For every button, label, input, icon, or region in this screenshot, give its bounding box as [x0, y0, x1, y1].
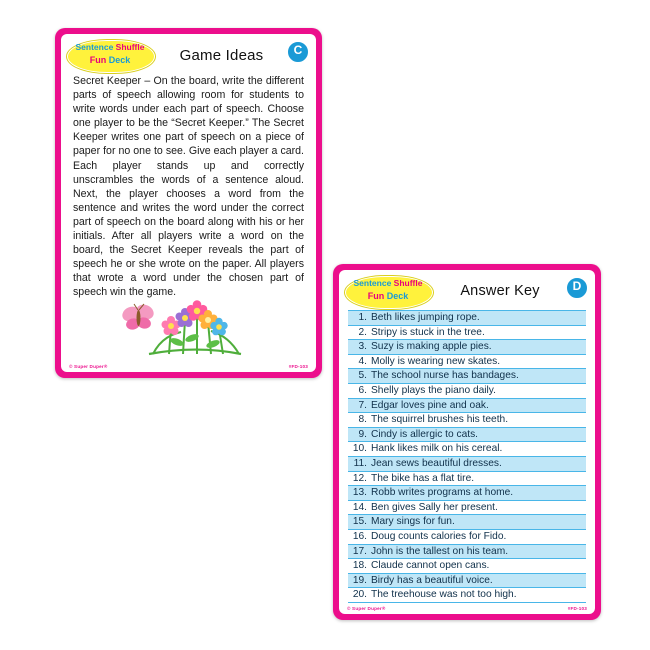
page-title: Answer Key	[460, 283, 540, 299]
answer-key-card	[333, 264, 601, 620]
answer-row	[348, 574, 586, 589]
answer-text: Robb writes programs at home.	[371, 487, 514, 499]
answer-text: Mary sings for fun.	[371, 516, 455, 528]
answer-number: 19.	[352, 574, 367, 586]
answer-number: 12.	[352, 472, 367, 484]
answer-row	[348, 326, 586, 341]
answer-row	[348, 530, 586, 545]
answer-text: Ben gives Sally her present.	[371, 501, 498, 513]
answer-text: The school nurse has bandages.	[371, 370, 519, 382]
logo-word-fun: Fun	[367, 290, 385, 301]
answer-number: 6.	[358, 384, 367, 396]
answer-row	[348, 457, 586, 472]
card-inner	[339, 270, 595, 614]
logo-line-1	[348, 278, 428, 289]
answer-text: The bike has a flat tire.	[371, 472, 475, 484]
answer-number: 8.	[358, 414, 367, 426]
answer-text: Doug counts calories for Fido.	[371, 530, 507, 542]
answer-number: 20.	[352, 589, 367, 601]
game-ideas-card	[55, 28, 322, 378]
answer-number: 15.	[352, 516, 367, 528]
answer-text: Molly is wearing new skates.	[371, 355, 501, 367]
answer-row	[348, 384, 586, 399]
answer-text: Hank likes milk on his cereal.	[371, 443, 503, 455]
sentence-shuffle-fun-deck-logo	[67, 40, 153, 71]
game-ideas-body-text: Secret Keeper – On the board, write the different parts of speech allowing room for students to write words under each part of speech. Choose one player to be the “Secret Keeper.” The Secret Keeper writes one part of speech on a piece of paper for no one to see. Give each player a card. Each player stands up and correctly unscrambles the words of a sentence aloud. Next, the player chooses a word from the sentence and writes the word under the correct part of speech on the board along with his or her initials. After all players write a word on the board, the Secret Keeper reveals the part of speech he or she wrote on the paper. All players that wrote a word under the chosen part of speech win the game.	[73, 75, 304, 299]
logo-word-sentence: Sentence	[75, 41, 114, 52]
answer-text: Claude cannot open cans.	[371, 560, 490, 572]
logo-word-shuffle: Shuffle	[393, 277, 423, 288]
answer-number: 2.	[358, 326, 367, 338]
page-title: Game Ideas	[179, 46, 264, 64]
card-letter-badge: D	[566, 277, 588, 299]
logo-line-1	[70, 42, 150, 53]
answer-number: 18.	[352, 560, 367, 572]
footer-product-code: #FD-103	[567, 606, 587, 611]
answer-row	[348, 472, 586, 487]
logo-word-sentence: Sentence	[353, 277, 392, 288]
answer-number: 16.	[352, 530, 367, 542]
answer-row	[348, 369, 586, 384]
logo-line-2	[348, 290, 428, 302]
card-letter-badge: C	[287, 41, 309, 63]
answer-number: 14.	[352, 501, 367, 513]
answer-number: 13.	[352, 487, 367, 499]
flowers-svg	[61, 298, 316, 356]
answer-text: The treehouse was not too high.	[371, 589, 517, 601]
answer-number: 17.	[352, 545, 367, 557]
answer-text: John is the tallest on his team.	[371, 545, 509, 557]
answer-number: 7.	[358, 399, 367, 411]
answer-number: 10.	[352, 443, 367, 455]
answer-row	[348, 413, 586, 428]
answer-row	[348, 545, 586, 560]
answer-row	[348, 311, 586, 326]
answer-row	[348, 340, 586, 355]
answer-number: 1.	[358, 312, 367, 323]
answer-row	[348, 515, 586, 530]
footer-copyright: © Super Duper®	[347, 606, 386, 611]
answer-text: The squirrel brushes his teeth.	[371, 414, 509, 426]
answer-number: 4.	[358, 355, 367, 367]
answer-row	[348, 355, 586, 370]
answer-number: 5.	[358, 370, 367, 382]
answer-key-list	[348, 310, 586, 603]
logo-word-fun: Fun	[89, 54, 107, 65]
card-inner	[61, 34, 316, 372]
footer-copyright: © Super Duper®	[69, 364, 108, 369]
logo-word-deck: Deck	[386, 290, 409, 301]
logo-line-2	[70, 54, 150, 66]
sentence-shuffle-fun-deck-logo	[345, 276, 431, 307]
answer-row	[348, 428, 586, 443]
answer-text: Beth likes jumping rope.	[371, 312, 480, 323]
answer-text: Suzy is making apple pies.	[371, 341, 492, 353]
answer-number: 9.	[358, 428, 367, 440]
answer-row	[348, 588, 586, 603]
answer-row	[348, 486, 586, 501]
answer-text: Edgar loves pine and oak.	[371, 399, 489, 411]
answer-text: Jean sews beautiful dresses.	[371, 457, 502, 469]
card-header	[339, 270, 595, 308]
logo-word-shuffle: Shuffle	[115, 41, 145, 52]
answer-number: 11.	[353, 457, 367, 469]
logo-word-deck: Deck	[108, 54, 131, 65]
answer-text: Stripy is stuck in the tree.	[371, 326, 485, 338]
answer-row	[348, 501, 586, 516]
answer-text: Cindy is allergic to cats.	[371, 428, 479, 440]
answer-text: Birdy has a beautiful voice.	[371, 574, 493, 586]
footer-product-code: #FD-103	[288, 364, 308, 369]
answer-text: Shelly plays the piano daily.	[371, 384, 496, 396]
flowers-butterfly-illustration	[61, 298, 316, 356]
answer-number: 3.	[358, 341, 367, 353]
answer-row	[348, 399, 586, 414]
card-header	[61, 34, 316, 72]
answer-row	[348, 442, 586, 457]
answer-row	[348, 559, 586, 574]
